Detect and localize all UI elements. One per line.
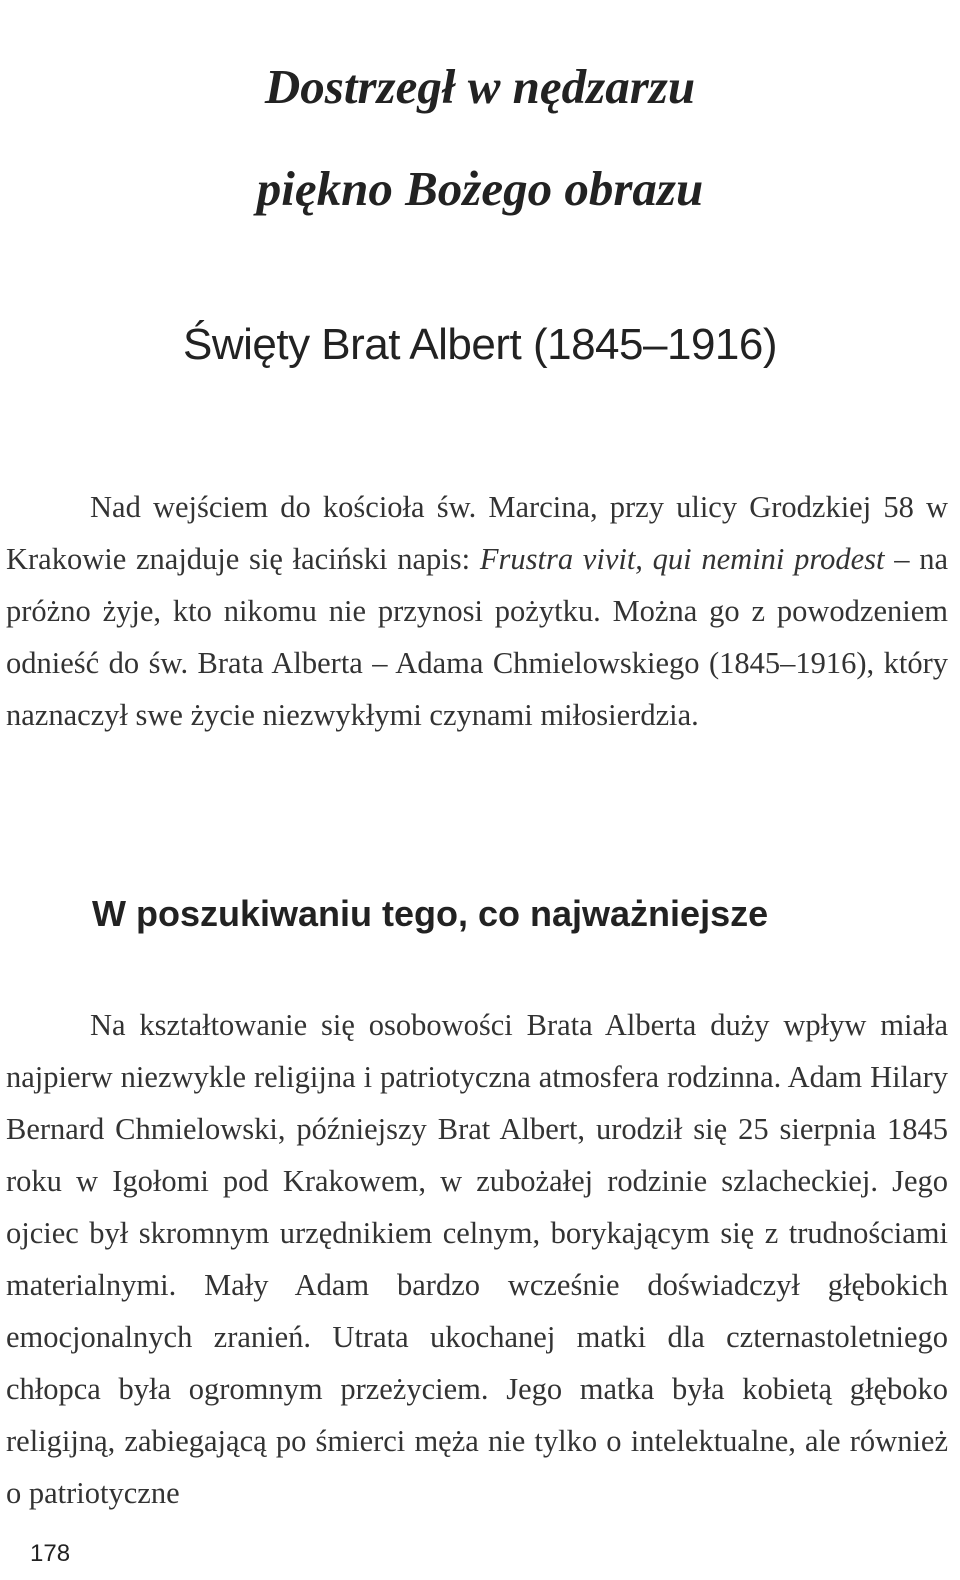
latin-inscription: Frustra vivit, qui nemini prodest <box>479 542 885 576</box>
chapter-subtitle: Święty Brat Albert (1845–1916) <box>182 320 778 369</box>
intro-text-part-1: Nad wejściem do kościoła św. Marcina, przy ulicy Grodzkiej 58 w Krakowie znajduje się łaciński napis: <box>6 490 948 576</box>
page-number: 178 <box>30 1540 71 1567</box>
section-heading: W poszukiwaniu tego, co najważniejsze <box>92 893 769 934</box>
section-paragraph-text: Na kształtowanie się osobowości Brata Alberta duży wpływ miała najpierw niezwykle religijna i patriotyczna atmosfera rodzinna. Adam Hilary Bernard Chmielowski, późniejszy Brat Albert, urodził się 25 sierpnia 1845 roku w Igołomi pod Krakowem, w zubożałej rodzinie szlacheckiej. Jego ojciec był skromnym urzędnikiem celnym, borykającym się z trudnościami materialnymi. Mały Adam bardzo wcześnie doświadczył głębokich emocjonalnych zranień. Utrata ukochanej matki dla czternastoletniego chłopca była ogromnym przeżyciem. Jego matka była kobietą głęboko religijną, zabiegającą po śmierci męża nie tylko o intelektualne, ale również o patriotyczne <box>6 1008 948 1510</box>
intro-text-part-2: – na próżno żyje, kto nikomu nie przynosi pożytku. Można go z powodzeniem odnieść do św. Brata Alberta – Adama Chmielowskiego (1845–1916), który naznaczył swe życie niezwykłymi czynami miłosierdzia. <box>6 542 949 732</box>
chapter-title-line-1: Dostrzegł w nędzarzu <box>264 59 696 114</box>
section-paragraph <box>6 999 948 1519</box>
intro-paragraph <box>6 481 948 741</box>
chapter-title-line-2: piękno Bożego obrazu <box>256 161 704 216</box>
